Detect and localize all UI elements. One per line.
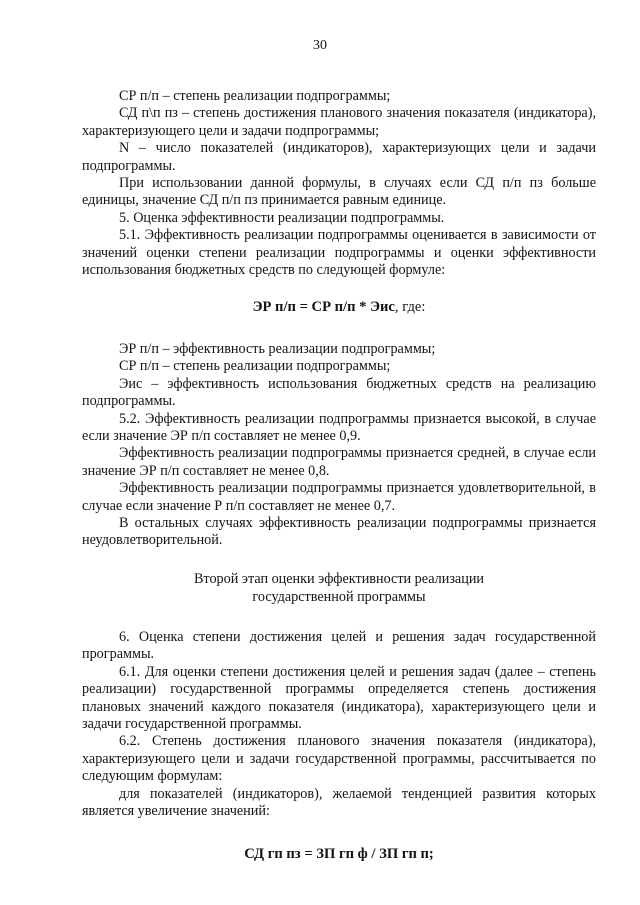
definition-sr: СР п/п – степень реализации подпрограммы; bbox=[119, 88, 391, 104]
paragraph-5-1: 5.1. Эффективность реализации подпрограммы оценивается в зависимости от значений оценки степени реализации подпрограммы и оценки эффективности использования бюджетных средств по следующей формуле: bbox=[82, 227, 596, 279]
paragraph-unsatisfactory: В остальных случаях эффективность реализации подпрограммы признается неудовлетворительной. bbox=[82, 514, 596, 549]
paragraph-6-1: 6.1. Для оценки степени достижения целей и решения задач (далее – степень реализации) государственной программы определяется степень достижения плановых значений каждого показателя (индикатора), характеризующего цели и задачи государственной программы. bbox=[82, 663, 596, 732]
paragraph-5: 5. Оценка эффективности реализации подпрограммы. bbox=[119, 209, 445, 226]
paragraph-satisfactory: Эффективность реализации подпрограммы признается удовлетворительной, в случае если значение Р п/п составляет не менее 0,7. bbox=[82, 480, 596, 514]
paragraph-5-2: 5.2. Эффективность реализации подпрограммы признается высокой, в случае если значение ЭР п/п составляет не менее 0,9. bbox=[82, 410, 596, 444]
formula-effectiveness-text: ЭР п/п = СР п/п * Эис bbox=[252, 299, 395, 316]
definition-n: N – число показателей (индикаторов), характеризующих цели и задачи подпрограммы. bbox=[82, 140, 596, 174]
section-heading bbox=[82, 570, 596, 607]
definition-eis: Эис – эффективность использования бюджетных средств на реализацию подпрограммы. bbox=[82, 375, 596, 410]
section-heading-line-1: Второй этап оценки эффективности реализации bbox=[193, 570, 485, 587]
document-body bbox=[82, 88, 596, 864]
section-heading-line-2: государственной программы bbox=[252, 589, 426, 606]
formula-effectiveness-suffix: , где: bbox=[394, 299, 426, 316]
paragraph-indicators: для показателей (индикаторов), желаемой тенденцией развития которых является увеличение значений: bbox=[82, 785, 596, 819]
definition-er: ЭР п/п – эффективность реализации подпрограммы; bbox=[119, 340, 436, 357]
page-number: 30 bbox=[313, 38, 327, 53]
formula-achievement: СД гп пз = ЗП гп ф / ЗП гп п; bbox=[244, 846, 434, 863]
paragraph-formula-usage: При использовании данной формулы, в случаях если СД п/п пз больше единицы, значение СД п/п пз принимается равным единице. bbox=[82, 175, 596, 209]
paragraph-medium: Эффективность реализации подпрограммы признается средней, в случае если значение ЭР п/п составляет не менее 0,8. bbox=[82, 445, 596, 479]
paragraph-6: 6. Оценка степени достижения целей и решения задач государственной программы. bbox=[82, 628, 596, 663]
definition-sd: СД п\п пз – степень достижения планового значения показателя (индикатора), характеризующего цели и задачи подпрограммы; bbox=[82, 105, 596, 139]
formula-effectiveness bbox=[82, 299, 596, 316]
definition-sr-2: СР п/п – степень реализации подпрограммы; bbox=[119, 358, 391, 375]
paragraph-6-2: 6.2. Степень достижения планового значения показателя (индикатора), характеризующего цели и задачи государственной программы, рассчитывается по следующим формулам: bbox=[82, 733, 596, 785]
